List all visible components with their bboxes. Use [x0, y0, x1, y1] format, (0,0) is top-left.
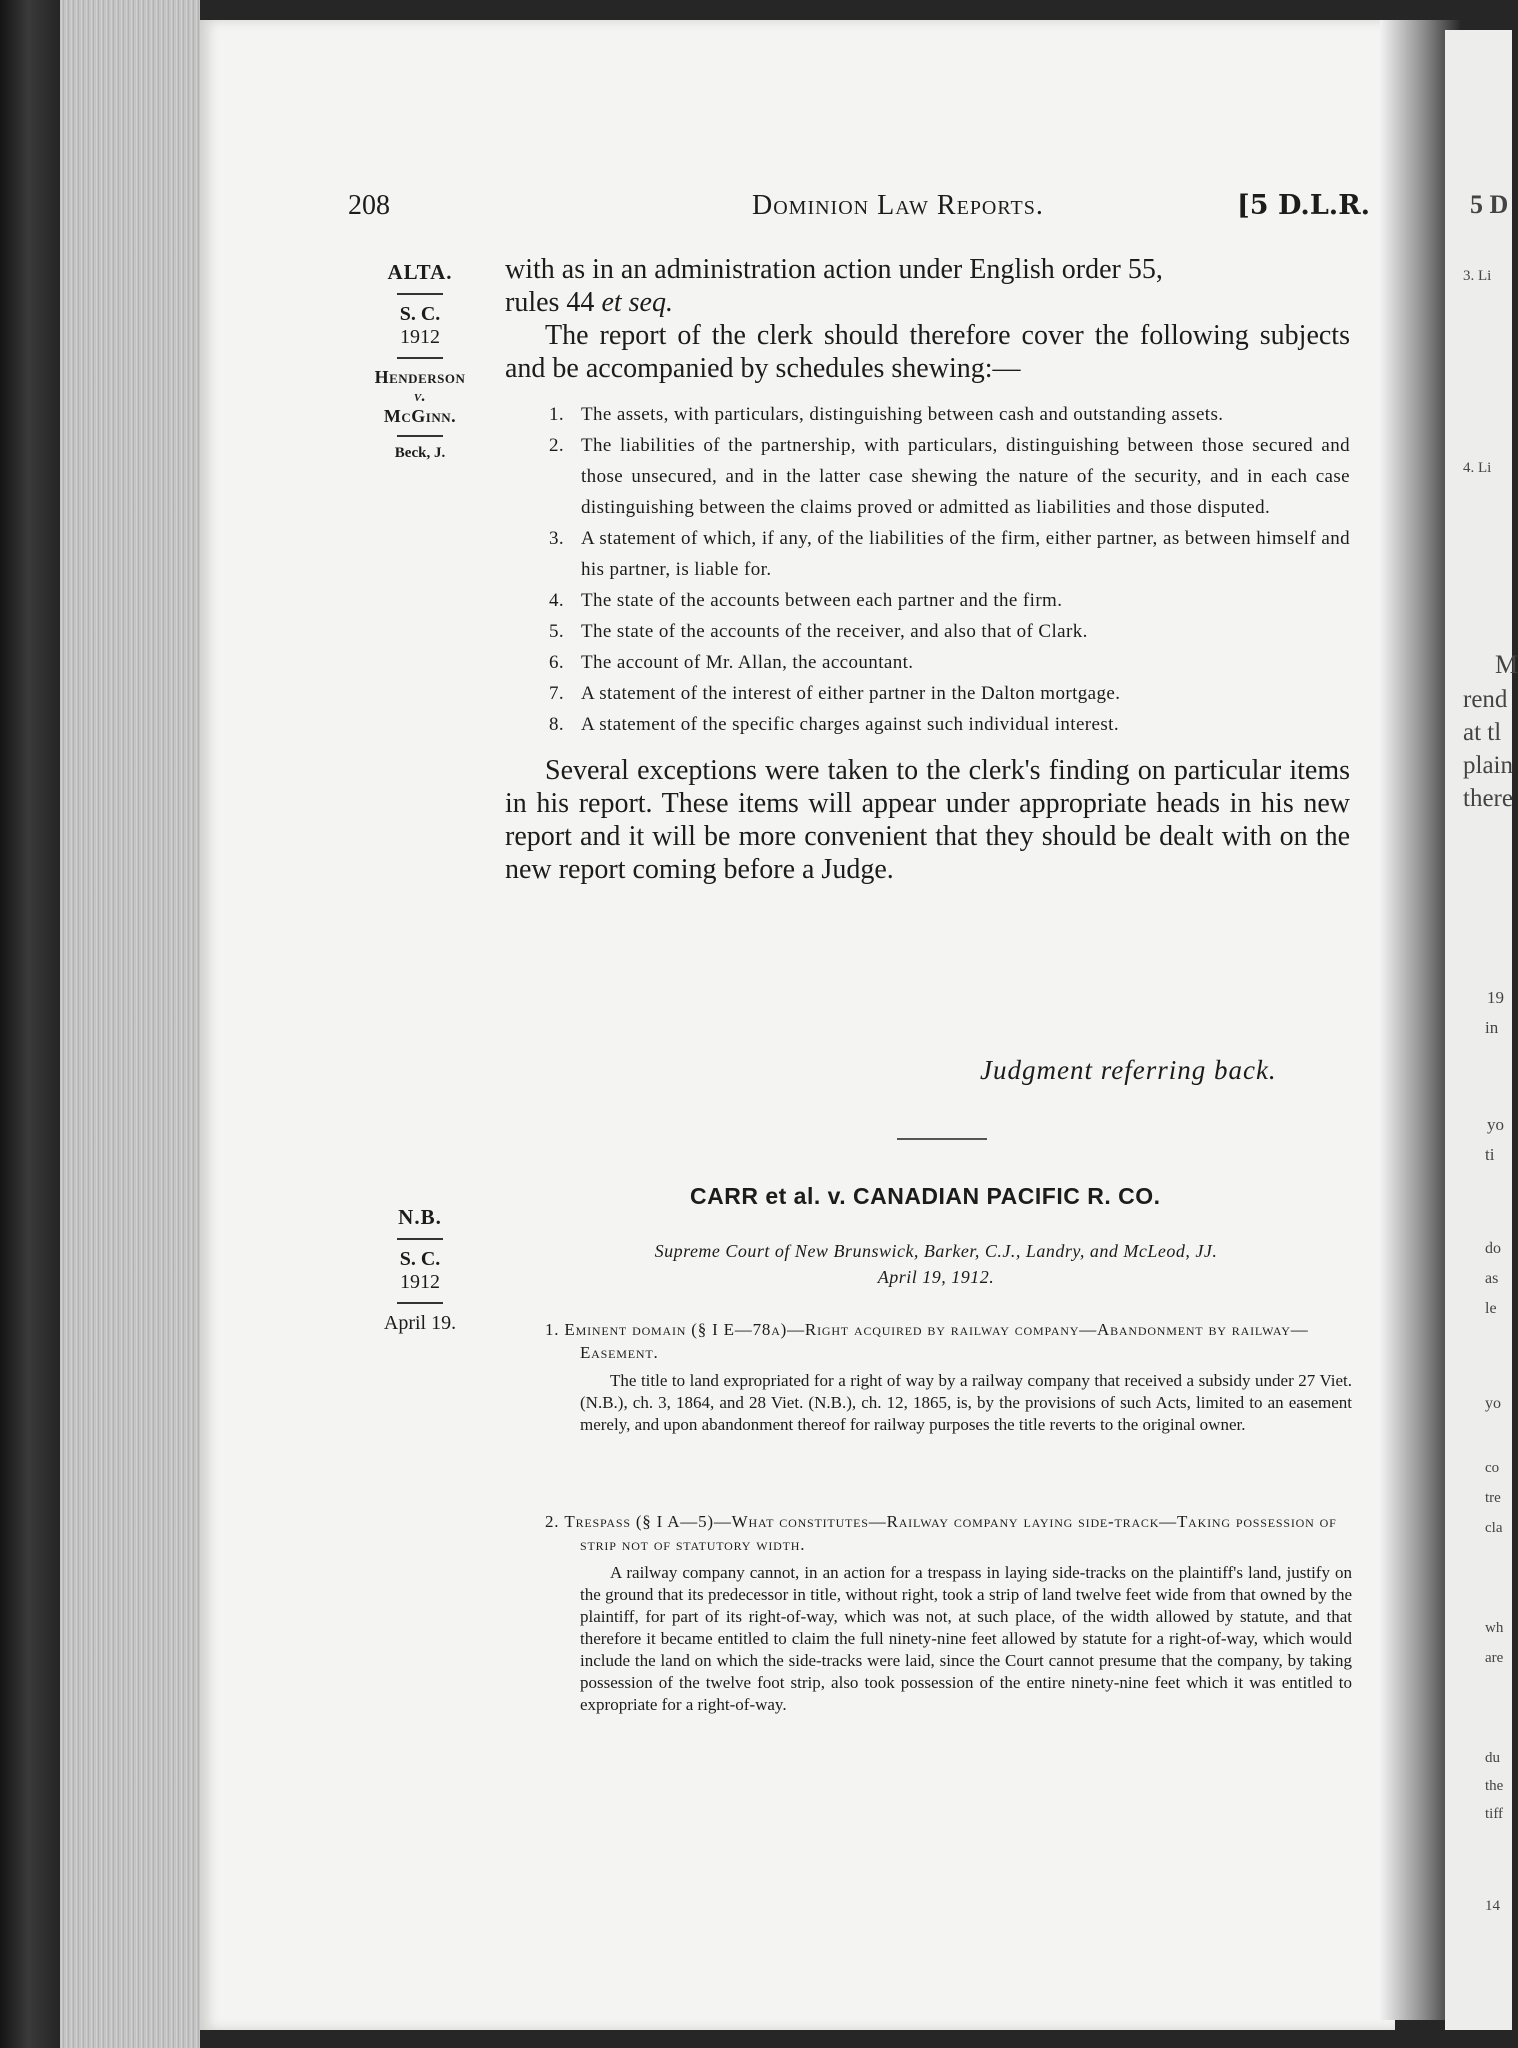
list-number: 4. [549, 590, 565, 611]
volume-reference: [5 D.L.R. [1237, 190, 1371, 221]
list-number: 5. [549, 621, 565, 642]
headnote-held: A railway company cannot, in an action for a trespass in laying side-tracks on the plaintiff's land, justify on the ground that its predecessor in title, without right, took a strip of land twelve feet wide from that owned by the plaintiff, for part of its right-of-way, which was not, at such place, of the width allowed by statute, and that therefore it became entitled to claim the full ninety-nine feet allowed by statute for a right-of-way, which would include the land on which the side-tracks were laid, since the Court cannot presume that the company, by taking possession of the twelve foot strip, also took possession of the entire ninety-nine feet which it was entitled to expropriate for a right-of-way. [580, 1563, 1352, 1714]
facing-fragment: plain [1463, 752, 1513, 779]
facing-fragment: the [1485, 1778, 1504, 1794]
sidebar-rule [397, 357, 443, 359]
list-text: A statement of which, if any, of the liabilities of the firm, either partner, as between himself and his partner, is liable for. [581, 528, 1350, 580]
margin-sidebar-bottom [345, 1205, 495, 1335]
facing-fragment: cla [1485, 1520, 1503, 1536]
rules-line [505, 286, 1350, 319]
court-line [520, 1238, 1352, 1290]
exceptions-paragraph: Several exceptions were taken to the clerk's finding on particular items in his report. These items will appear under appropriate heads in his new report and it will be more convenient that they should be dealt with on the new report coming before a Judge. [505, 755, 1350, 885]
sidebar-versus: v. [413, 388, 427, 405]
facing-fragment: 19 [1487, 988, 1504, 1007]
facing-fragment: do [1485, 1240, 1501, 1257]
list-number: 6. [549, 652, 565, 673]
facing-fragment: M [1495, 650, 1518, 679]
list-number: 7. [549, 683, 565, 704]
headnote-1 [520, 1318, 1352, 1436]
sidebar-date: April 19. [383, 1312, 457, 1334]
facing-fragment: le [1485, 1300, 1497, 1317]
judgment-result: Judgment referring back. [980, 1055, 1277, 1085]
schedule-list [505, 399, 1350, 740]
facing-fragment: ti [1485, 1145, 1495, 1164]
list-item [505, 709, 1350, 740]
judgment-text [505, 253, 1350, 886]
sidebar-judge: Beck, J. [394, 445, 446, 461]
facing-fragment: are [1485, 1650, 1504, 1666]
facing-fragment: in [1485, 1018, 1499, 1037]
list-item [505, 647, 1350, 678]
report-paragraph: The report of the clerk should therefore cover the following subjects and be accompanied by schedules shewing:— [505, 320, 1350, 384]
facing-fragment: 14 [1485, 1898, 1500, 1914]
facing-page [1445, 30, 1518, 2030]
headnote-topic-text: Eminent domain (§ I E—78a)—Right acquired by railway company—Abandonment by railway—Easement. [564, 1320, 1309, 1362]
facing-fragment: yo [1485, 1395, 1501, 1412]
list-text: A statement of the specific charges against such individual interest. [581, 714, 1119, 735]
opening-line: with as in an administration action under English order 55, [505, 254, 1163, 285]
facing-fragment: du [1485, 1750, 1500, 1766]
facing-fragment: co [1485, 1460, 1500, 1476]
facing-fragment: 4. Li [1463, 460, 1492, 476]
sidebar-party-two: McGinn. [383, 406, 457, 426]
headnote-2 [520, 1510, 1352, 1716]
sidebar-year: 1912 [400, 326, 440, 348]
page-edges [60, 0, 200, 2048]
facing-fragment: at tl [1463, 719, 1502, 746]
sidebar-rule [397, 435, 443, 437]
running-title: Dominion Law Reports. [752, 190, 1044, 221]
list-text: A statement of the interest of either partner in the Dalton mortgage. [581, 683, 1121, 704]
list-item [505, 399, 1350, 430]
list-item [505, 430, 1350, 523]
facing-fragment: rend [1463, 686, 1508, 713]
sidebar-province: ALTA. [387, 260, 453, 284]
list-text: The assets, with particulars, distinguishing between cash and outstanding assets. [581, 404, 1224, 425]
list-item [505, 616, 1350, 647]
court-bench: Supreme Court of New Brunswick, Barker, C.J., Landry, and McLeod, JJ. [654, 1241, 1218, 1261]
sidebar-year: 1912 [400, 1271, 440, 1293]
facing-fragment: 3. Li [1463, 268, 1492, 284]
sidebar-province: N.B. [398, 1205, 442, 1229]
facing-fragment: wh [1485, 1620, 1504, 1636]
sidebar-rule [397, 1302, 443, 1304]
rules-italic: et seq. [601, 287, 673, 318]
sidebar-court: S. C. [399, 1248, 441, 1270]
sidebar-party-one: Henderson [374, 367, 466, 387]
list-text: The account of Mr. Allan, the accountant. [581, 652, 914, 673]
headnote-held: The title to land expropriated for a right of way by a railway company that received a subsidy under 27 Viet. (N.B.), ch. 3, 1864, and 28 Viet. (N.B.), ch. 12, 1865, is, by the provisions of such Acts, limited to an easement merely, and upon abandonment thereof for railway purposes the title reverts to the original owner. [580, 1371, 1352, 1434]
headnote-topic-text: Trespass (§ I A—5)—What constitutes—Railway company laying side-track—Taking possession of strip not of statutory width. [564, 1512, 1337, 1554]
list-number: 3. [549, 528, 565, 549]
facing-fragment: as [1485, 1270, 1499, 1287]
section-separator [897, 1138, 987, 1140]
headnote-number: 2. [545, 1512, 560, 1531]
sidebar-court: S. C. [399, 303, 441, 325]
list-text: The state of the accounts between each partner and the firm. [581, 590, 1063, 611]
list-item [505, 585, 1350, 616]
rules-text: rules 44 [505, 287, 595, 318]
facing-fragment: 5 D [1470, 190, 1509, 219]
facing-fragment: yo [1487, 1115, 1504, 1134]
facing-fragment: tiff [1485, 1806, 1504, 1822]
facing-fragment: tre [1485, 1490, 1501, 1506]
headnote-topic [520, 1510, 1352, 1556]
headnote-topic [520, 1318, 1352, 1364]
list-text: The state of the accounts of the receiver, and also that of Clark. [581, 621, 1088, 642]
margin-sidebar-top [345, 260, 495, 462]
facing-fragment: there [1463, 785, 1513, 812]
court-date: April 19, 1912. [877, 1267, 995, 1287]
list-text: The liabilities of the partnership, with particulars, distinguishing between those secured and those unsecured, and in the latter case shewing the nature of the security, and in each case distinguishing between the claims proved or admitted as liabilities and those disputed. [581, 435, 1350, 518]
sidebar-rule [397, 293, 443, 295]
list-number: 2. [549, 435, 565, 456]
list-number: 1. [549, 404, 565, 425]
page-number: 208 [348, 190, 390, 221]
list-item [505, 523, 1350, 585]
case-title: CARR et al. v. CANADIAN PACIFIC R. CO. [690, 1183, 1161, 1209]
list-number: 8. [549, 714, 565, 735]
sidebar-rule [397, 1238, 443, 1240]
list-item [505, 678, 1350, 709]
headnote-number: 1. [545, 1320, 560, 1339]
